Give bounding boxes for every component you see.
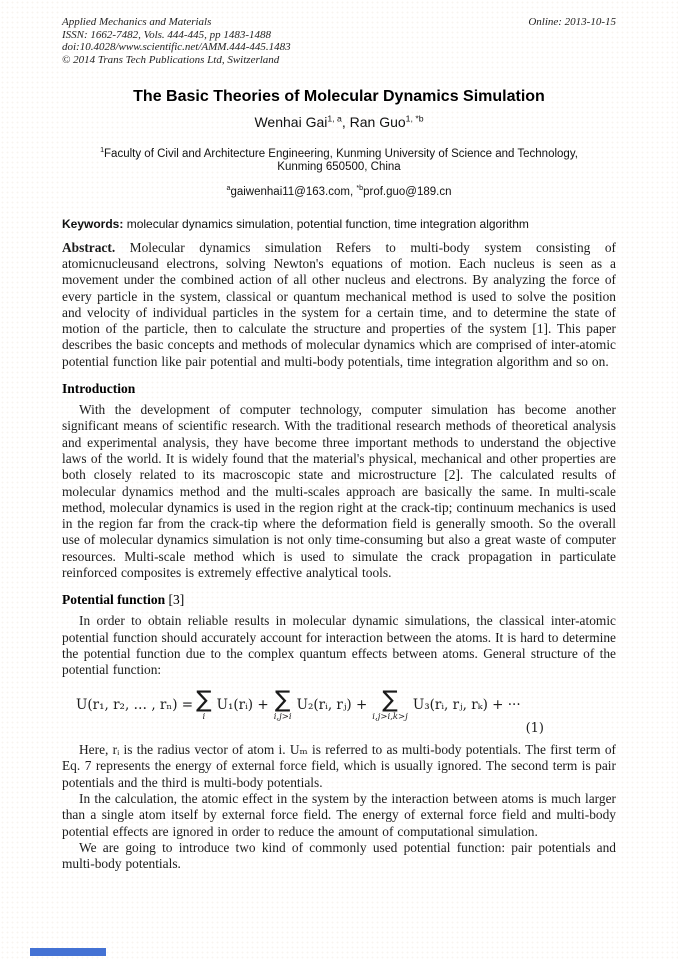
- sigma-icon: ∑: [274, 686, 291, 713]
- copyright-line: © 2014 Trans Tech Publications Ltd, Switzerland: [62, 53, 280, 66]
- equation-term-2: U₂(rᵢ, rⱼ) +: [296, 696, 368, 713]
- affiliation-text-1: Faculty of Civil and Architecture Engineering, Kunming University of Science and Technology,: [104, 147, 578, 160]
- keywords-text: molecular dynamics simulation, potential function, time integration algorithm: [123, 216, 529, 231]
- footer-blue-mark: [30, 948, 106, 956]
- sum-2-limits: i,j>i: [273, 711, 292, 722]
- potential-paragraph-2: Here, rᵢ is the radius vector of atom i. Uₘ is referred to as multi-body potentials. The first term of Eq. 7 represents the energy of external force field, which is usually ignored. The second term is pair potentials and the third is multi-body potentials.: [62, 742, 616, 790]
- equation-term-3: U₃(rᵢ, rⱼ, rₖ) + ···: [412, 696, 521, 713]
- emails-line: [62, 184, 616, 198]
- equation-lhs: U(r₁, r₂, … , rₙ) =: [76, 696, 194, 713]
- sum-operator-3: [372, 686, 408, 722]
- doi-line: doi:10.4028/www.scientific.net/AMM.444-445.1483: [62, 41, 291, 54]
- author-1-name: Wenhai Gai: [254, 114, 328, 131]
- affiliation-sup: 1: [100, 146, 105, 155]
- sum-operator-2: [273, 686, 292, 722]
- equation-number: (1): [525, 721, 544, 737]
- email-2-sup: *b: [356, 183, 364, 192]
- author-1: [254, 114, 349, 130]
- section-heading-potential-function: [62, 592, 616, 608]
- abstract-label: Abstract.: [62, 239, 116, 255]
- header-left-block: [62, 16, 291, 66]
- online-date: Online: 2013-10-15: [528, 16, 616, 28]
- equation-body: [62, 686, 616, 722]
- email-2-text: prof.guo@189.cn: [363, 185, 452, 198]
- keywords-label: Keywords:: [62, 216, 124, 231]
- sum-3-limits: i,j>i,k>j: [372, 711, 408, 722]
- equation-term-1: U₁(rᵢ) +: [216, 696, 269, 713]
- issn-line: ISSN: 1662-7482, Vols. 444-445, pp 1483-1488: [62, 28, 271, 41]
- author-1-sup: 1, a: [327, 113, 342, 124]
- sigma-icon: ∑: [382, 686, 398, 713]
- email-1-sup: a: [226, 183, 231, 192]
- sigma-icon: ∑: [196, 686, 212, 713]
- keywords-line: [62, 217, 616, 231]
- potential-heading-label: Potential function: [62, 592, 166, 608]
- potential-heading-ref: [3]: [165, 592, 185, 608]
- author-separator: ,: [341, 114, 350, 131]
- page-header: [62, 16, 616, 66]
- potential-paragraph-4: We are going to introduce two kind of commonly used potential function: pair potentials and multi-body potentials.: [62, 839, 616, 872]
- introduction-paragraph: With the development of computer technology, computer simulation has become another significant means of scientific research. With the traditional research methods of theoretical analysis and experimental analysis, they have become three important methods to understand the objective laws of the world. It is widely found that the material's physical, mechanical and other properties are both closely related to its macroscopic state and microstructure [2]. The calculated results of molecular dynamics method and the multi-scales approach are basically the same. In multi-scale method, molecular dynamics is used in the region right at the crack-tip; continuum mechanics is used in the region far from the crack-tip where the deformation field is generally smooth. So the overall use of molecular dynamics simulation is not only time-consuming but also a great waste of computer resources. Multi-scale method which is used to simulate the crack propagation in particulate reinforced composites is extremely effective analytical tools.: [62, 402, 616, 581]
- abstract-paragraph: [62, 240, 616, 370]
- author-2: [350, 114, 424, 130]
- affiliation: [62, 144, 616, 175]
- equation-1: [62, 686, 616, 737]
- potential-paragraph-1: In order to obtain reliable results in molecular dynamic simulations, the classical inter-atomic potential function should accurately account for interaction between the atoms. It is hard to determine the potential function due to the complex quantum effects between atoms. General structure of the potential function:: [62, 613, 616, 678]
- author-2-sup: 1, *b: [405, 113, 424, 124]
- authors-line: [62, 113, 616, 130]
- abstract-text: Molecular dynamics simulation Refers to multi-body system consisting of atomicnucleusand electrons, solving Newton's equations of motion. Each nucleus is seen as a movement under the combined action of all other nucleus and electrons. By analyzing the force of every particle in the system, classical or quantum mechanical method is used to solve the position and velocity of individual particles in the system for a certain time, and to determine the state of motion of the particle, then to calculate the structure and properties of the system [1]. This paper describes the basic concepts and methods of molecular dynamics which are comprised of inter-atomic potential function like pair potential and multi-body potentials, time integration algorithm and so on.: [62, 239, 616, 369]
- sum-operator-1: [196, 686, 212, 722]
- section-heading-introduction: Introduction: [62, 381, 136, 397]
- journal-title: Applied Mechanics and Materials: [62, 16, 212, 28]
- sum-1-limits: i: [202, 711, 206, 722]
- potential-paragraph-3: In the calculation, the atomic effect in the system by the interaction between atoms is much larger than a single atom itself by external force field. The energy of external force field and multi-body potential effects are ignored in order to reduce the amount of computational simulation.: [62, 790, 616, 839]
- email-1-text: gaiwenhai11@163.com,: [230, 185, 357, 198]
- affiliation-line-2: Kunming 650500, China: [277, 161, 401, 174]
- paper-title: The Basic Theories of Molecular Dynamics Simulation: [133, 88, 545, 106]
- affiliation-line-1: [62, 144, 616, 161]
- author-2-name: Ran Guo: [349, 114, 406, 131]
